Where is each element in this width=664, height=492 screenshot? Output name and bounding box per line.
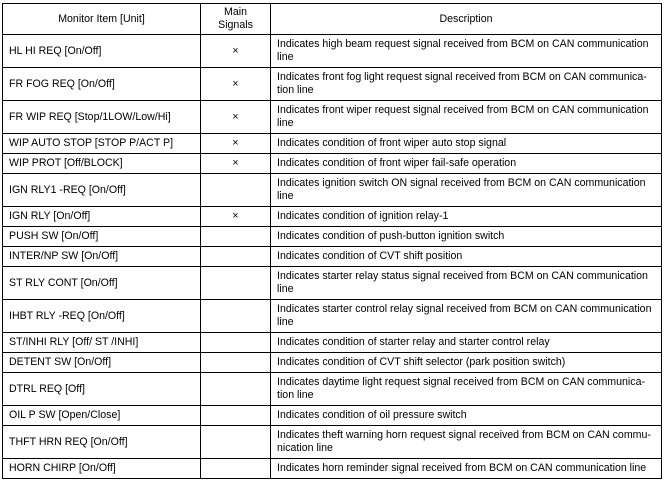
table-row xyxy=(3,154,662,174)
table-row xyxy=(3,333,662,353)
description-cell xyxy=(271,353,662,373)
monitor-item-cell: IHBT RLY -REQ [On/Off] xyxy=(3,300,201,333)
monitor-item-cell: ST RLY CONT [On/Off] xyxy=(3,267,201,300)
header-monitor-item: Monitor Item [Unit] xyxy=(3,4,201,35)
header-description: Description xyxy=(271,4,662,35)
description-cell xyxy=(271,267,662,300)
table-row xyxy=(3,207,662,227)
description-line: Indicates condition of front wiper auto stop signal xyxy=(277,137,507,150)
table-row xyxy=(3,426,662,459)
main-signal-mark: × xyxy=(201,35,271,68)
description-cell xyxy=(271,300,662,333)
description-cell xyxy=(271,154,662,174)
main-signal-mark xyxy=(201,300,271,333)
monitor-item-cell: OIL P SW [Open/Close] xyxy=(3,406,201,426)
description-line: Indicates horn reminder signal received from BCM on CAN communication line xyxy=(277,462,647,475)
description-cell xyxy=(271,426,662,459)
table-row xyxy=(3,353,662,373)
monitor-item-cell: DETENT SW [On/Off] xyxy=(3,353,201,373)
table-row xyxy=(3,373,662,406)
table-row xyxy=(3,174,662,207)
table-row xyxy=(3,68,662,101)
description-cell xyxy=(271,459,662,479)
description-cell xyxy=(271,373,662,406)
monitor-item-cell: FR FOG REQ [On/Off] xyxy=(3,68,201,101)
description-line: Indicates starter relay status signal received from BCM on CAN communication xyxy=(277,270,648,283)
monitor-item-cell: HL HI REQ [On/Off] xyxy=(3,35,201,68)
table-row xyxy=(3,247,662,267)
description-line: Indicates front fog light request signal received from BCM on CAN communica- xyxy=(277,71,647,84)
main-signal-mark xyxy=(201,426,271,459)
description-line: line xyxy=(277,117,294,129)
table-row xyxy=(3,406,662,426)
main-signal-mark: × xyxy=(201,68,271,101)
main-signal-mark xyxy=(201,174,271,207)
description-line: tion line xyxy=(277,389,314,401)
main-signal-mark xyxy=(201,459,271,479)
description-line: Indicates front wiper request signal received from BCM on CAN communication xyxy=(277,104,649,117)
monitor-item-cell: THFT HRN REQ [On/Off] xyxy=(3,426,201,459)
description-cell xyxy=(271,101,662,134)
main-signal-mark xyxy=(201,373,271,406)
description-line: Indicates starter control relay signal received from BCM on CAN communication xyxy=(277,303,652,316)
main-signal-mark: × xyxy=(201,134,271,154)
main-signal-mark: × xyxy=(201,207,271,227)
monitor-item-cell: WIP PROT [Off/BLOCK] xyxy=(3,154,201,174)
description-cell xyxy=(271,35,662,68)
monitor-item-cell: ST/INHI RLY [Off/ ST /INHI] xyxy=(3,333,201,353)
description-cell xyxy=(271,406,662,426)
table-row xyxy=(3,101,662,134)
table-body xyxy=(3,35,662,479)
main-signal-mark xyxy=(201,406,271,426)
main-signal-mark xyxy=(201,333,271,353)
header-main-signals-line1: Main xyxy=(224,6,247,19)
description-cell xyxy=(271,247,662,267)
table-row xyxy=(3,459,662,479)
main-signal-mark xyxy=(201,227,271,247)
description-cell xyxy=(271,207,662,227)
monitor-item-cell: IGN RLY [On/Off] xyxy=(3,207,201,227)
header-main-signals xyxy=(201,4,271,35)
table-header-row xyxy=(3,4,662,35)
description-line: Indicates condition of ignition relay-1 xyxy=(277,210,449,223)
description-line: Indicates condition of CVT shift selector (park position switch) xyxy=(277,356,566,369)
main-signal-mark xyxy=(201,353,271,373)
description-cell xyxy=(271,174,662,207)
description-line: Indicates daytime light request signal received from BCM on CAN communica- xyxy=(277,376,645,389)
monitor-item-cell: INTER/NP SW [On/Off] xyxy=(3,247,201,267)
monitor-item-cell: FR WIP REQ [Stop/1LOW/Low/Hi] xyxy=(3,101,201,134)
description-cell xyxy=(271,68,662,101)
description-cell xyxy=(271,333,662,353)
monitor-item-table xyxy=(2,3,662,479)
description-line: Indicates condition of push-button ignition switch xyxy=(277,230,505,243)
monitor-item-cell: HORN CHIRP [On/Off] xyxy=(3,459,201,479)
table-row xyxy=(3,267,662,300)
description-line: line xyxy=(277,190,294,202)
monitor-item-cell: PUSH SW [On/Off] xyxy=(3,227,201,247)
description-cell xyxy=(271,227,662,247)
main-signal-mark: × xyxy=(201,154,271,174)
table-row xyxy=(3,134,662,154)
main-signal-mark xyxy=(201,267,271,300)
table-row xyxy=(3,300,662,333)
monitor-item-cell: DTRL REQ [Off] xyxy=(3,373,201,406)
table-row xyxy=(3,227,662,247)
description-line: line xyxy=(277,283,294,295)
description-line: line xyxy=(277,316,294,328)
table-row xyxy=(3,35,662,68)
description-line: Indicates ignition switch ON signal received from BCM on CAN communication xyxy=(277,177,646,190)
description-line: tion line xyxy=(277,84,314,96)
header-main-signals-line2: Signals xyxy=(218,19,253,31)
description-line: line xyxy=(277,51,294,63)
description-line: Indicates theft warning horn request signal received from BCM on CAN commu- xyxy=(277,429,651,442)
description-line: Indicates condition of starter relay and starter control relay xyxy=(277,336,550,349)
description-line: nication line xyxy=(277,442,333,454)
monitor-item-cell: WIP AUTO STOP [STOP P/ACT P] xyxy=(3,134,201,154)
description-line: Indicates high beam request signal received from BCM on CAN communication xyxy=(277,38,649,51)
main-signal-mark: × xyxy=(201,101,271,134)
main-signal-mark xyxy=(201,247,271,267)
description-line: Indicates condition of CVT shift position xyxy=(277,250,463,263)
description-cell xyxy=(271,134,662,154)
description-line: Indicates condition of front wiper fail-safe operation xyxy=(277,157,517,170)
description-line: Indicates condition of oil pressure switch xyxy=(277,409,467,422)
monitor-item-cell: IGN RLY1 -REQ [On/Off] xyxy=(3,174,201,207)
